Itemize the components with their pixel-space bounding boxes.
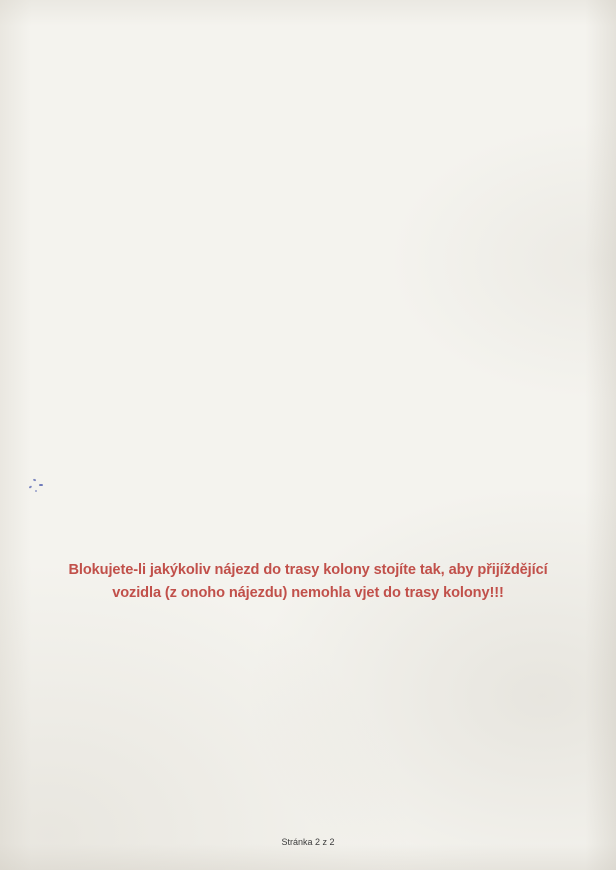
pen-mark [26, 474, 48, 496]
pen-dot [33, 479, 37, 482]
pen-dot [39, 484, 43, 486]
warning-line-1: Blokujete-li jakýkoliv nájezd do trasy kolony stojíte tak, aby přijíždějící [68, 562, 548, 578]
warning-text [28, 559, 588, 606]
pen-dot [29, 485, 33, 489]
pen-dot [35, 490, 37, 492]
warning-line-2: vozidla (z onoho nájezdu) nemohla vjet do trasy kolony!!! [112, 585, 504, 602]
page-number: Stránka 2 z 2 [281, 837, 335, 847]
